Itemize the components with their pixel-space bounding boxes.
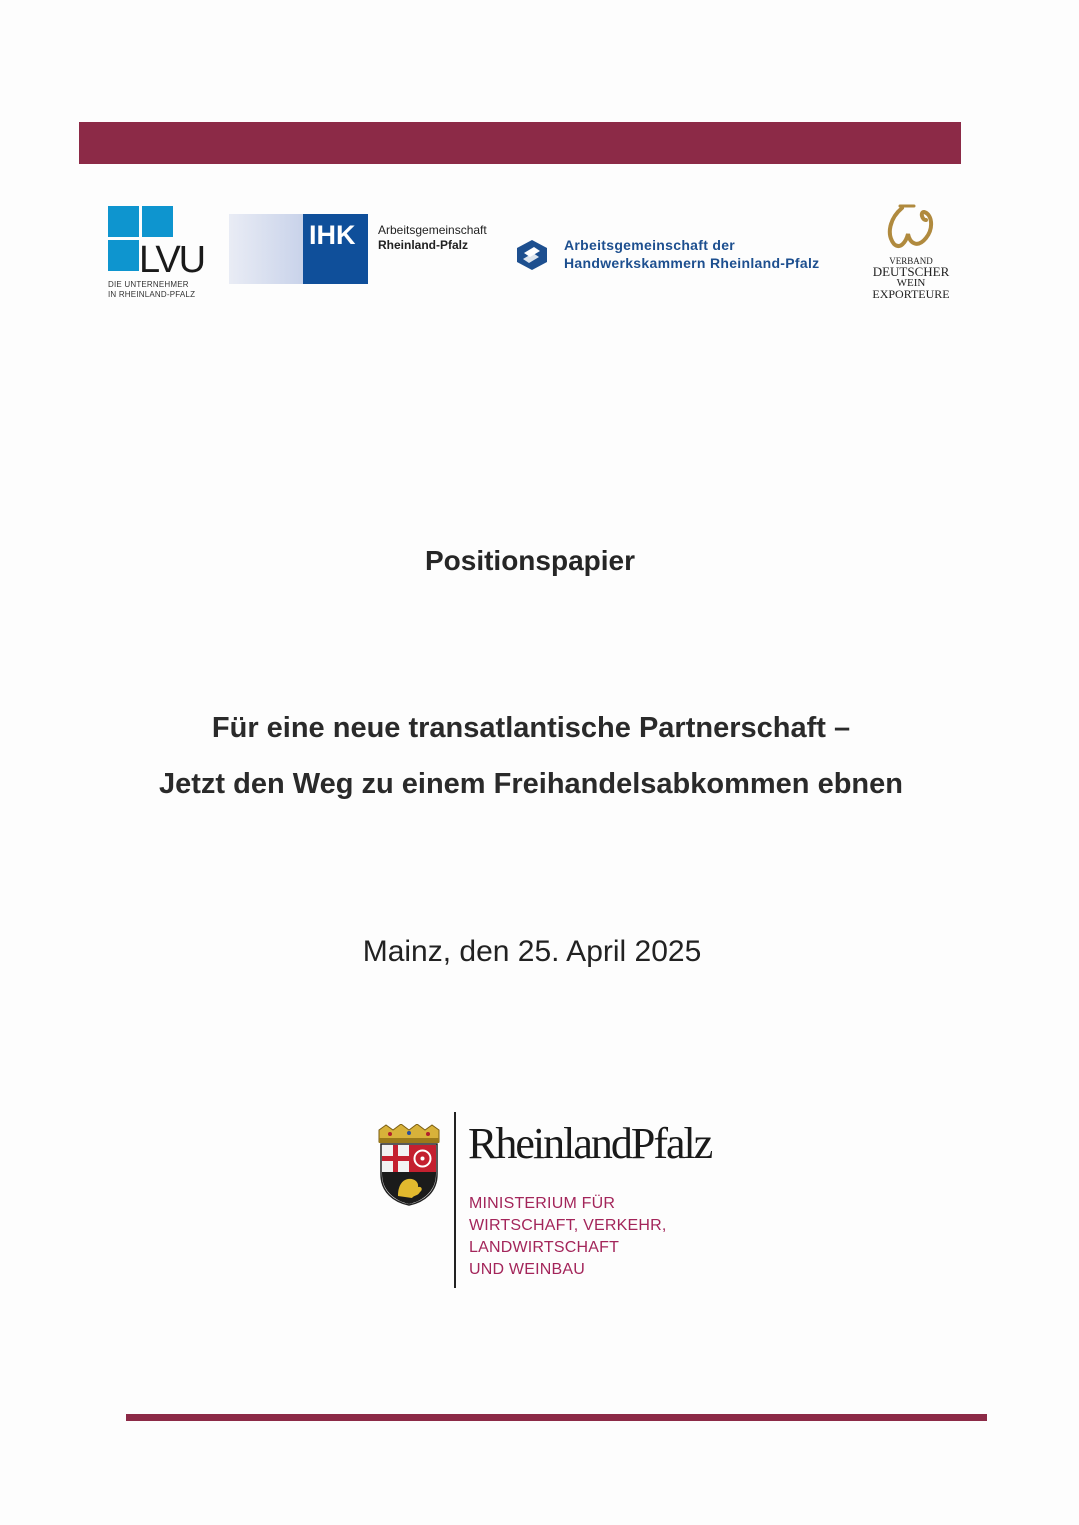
- lvu-square: [142, 206, 173, 237]
- ministry-name: [469, 1193, 667, 1281]
- handwerk-logo: [514, 236, 859, 276]
- lvu-logo: [108, 206, 203, 306]
- ihk-logo: [229, 214, 499, 286]
- lvu-subtitle: [108, 280, 195, 300]
- wine-line1: VERBAND: [889, 256, 933, 266]
- handwerk-emblem-icon: [514, 239, 550, 271]
- coat-of-arms-icon: [376, 1124, 442, 1206]
- wine-exporters-logo: [866, 204, 956, 304]
- ministry-line4: UND WEINBAU: [469, 1261, 585, 1278]
- ihk-gradient-panel: [229, 214, 303, 284]
- lvu-subtitle-line: DIE UNTERNEHMER: [108, 280, 189, 289]
- ministry-line3: LANDWIRTSCHAFT: [469, 1239, 620, 1256]
- headline-line1: Für eine neue transatlantische Partnerschaft –: [211, 712, 851, 744]
- wine-line4: EXPORTEURE: [872, 287, 950, 301]
- handwerk-line2: Handwerkskammern Rheinland-Pfalz: [564, 255, 820, 271]
- state-wordmark: RheinlandPfalz: [468, 1119, 712, 1168]
- ministry-line1: MINISTERIUM FÜR: [469, 1195, 616, 1212]
- headline-line2: Jetzt den Weg zu einem Freihandelsabkommen ebnen: [159, 768, 903, 800]
- bottom-accent-band: [126, 1414, 987, 1421]
- ministry-line2: WIRTSCHAFT, VERKEHR,: [469, 1217, 667, 1234]
- ihk-line2: Rheinland-Pfalz: [378, 238, 469, 252]
- lvu-wordmark: LVU: [139, 239, 205, 281]
- lvu-subtitle-line: IN RHEINLAND-PFALZ: [108, 290, 196, 299]
- wine-swirl-icon: [880, 204, 942, 250]
- top-accent-band: [79, 122, 961, 164]
- ihk-box: [303, 214, 368, 284]
- lvu-square: [108, 240, 139, 271]
- ministry-divider: [454, 1112, 456, 1288]
- ihk-line1: Arbeitsgemeinschaft: [378, 223, 487, 237]
- document-type-title: Positionspapier: [424, 545, 636, 576]
- ihk-wordmark: IHK: [309, 220, 356, 250]
- handwerk-line1: Arbeitsgemeinschaft der: [564, 237, 736, 253]
- wine-line2: DEUTSCHER: [872, 264, 950, 279]
- wine-line3: WEIN: [896, 277, 926, 289]
- place-date: Mainz, den 25. April 2025: [362, 935, 702, 968]
- lvu-square: [108, 206, 139, 237]
